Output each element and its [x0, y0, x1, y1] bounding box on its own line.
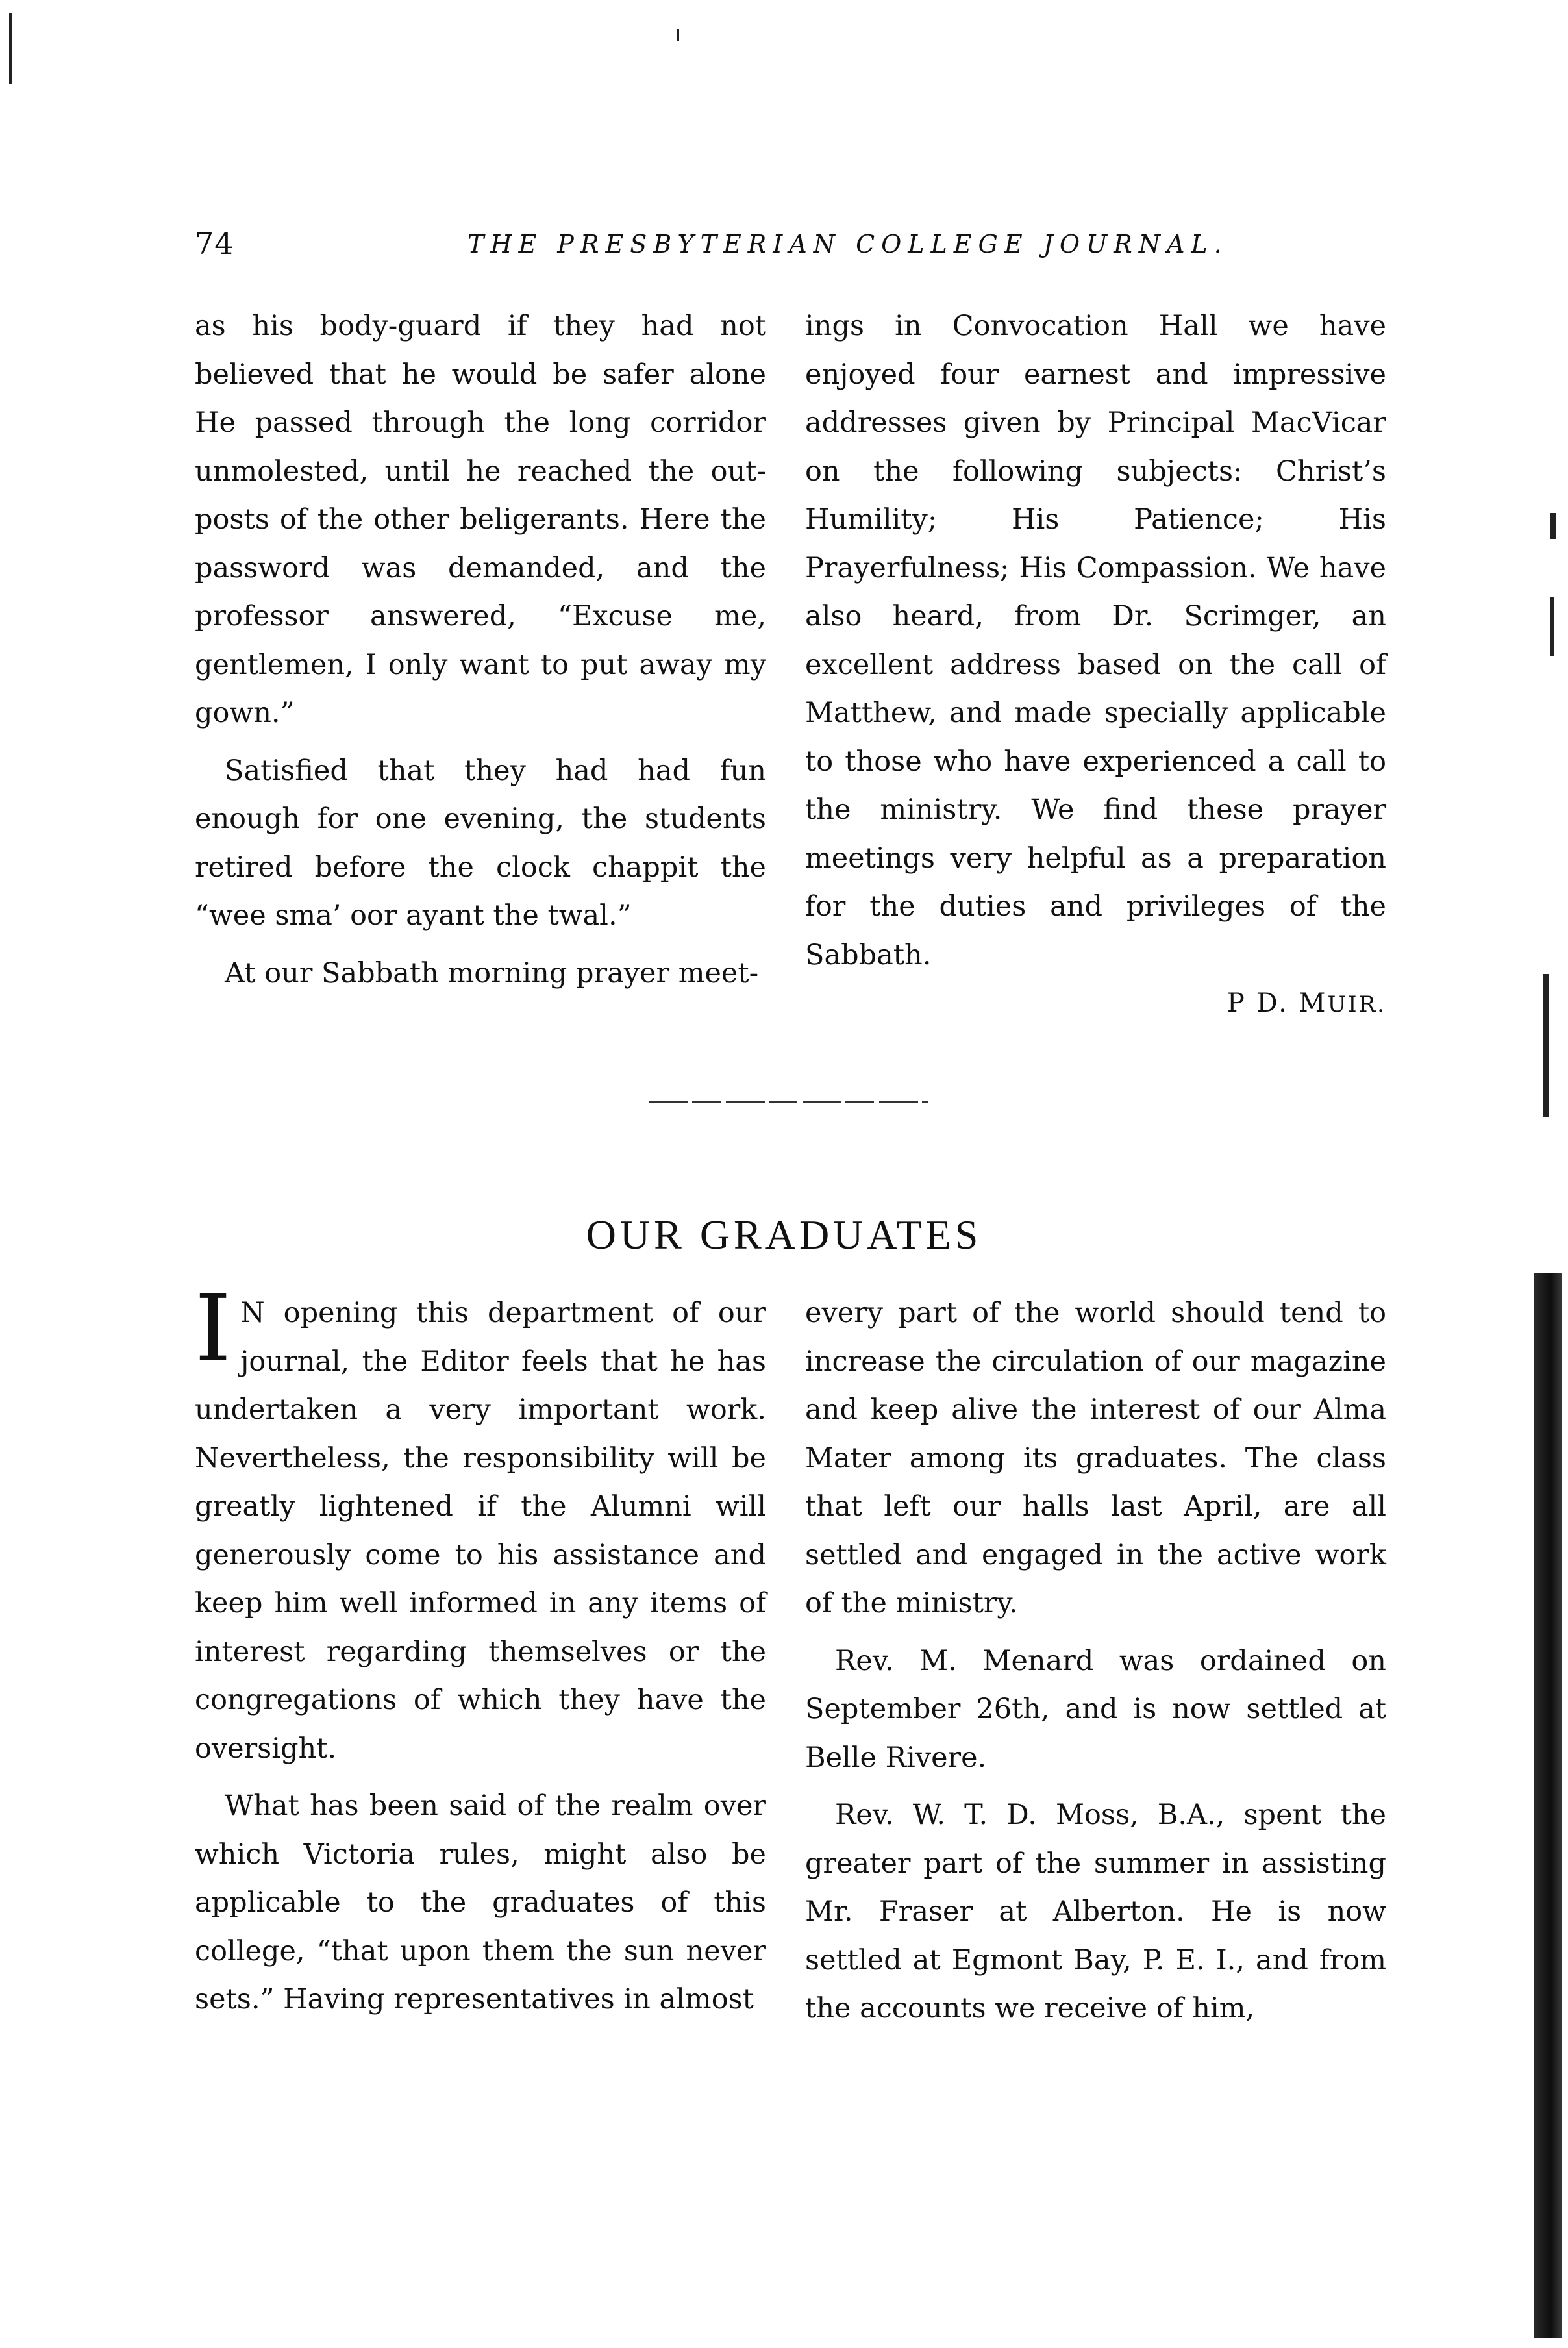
paragraph — [195, 1275, 766, 1773]
page-header — [195, 226, 1376, 271]
scan-speck — [1550, 513, 1556, 539]
paragraph: as his body-guard if they had not believed that he would be safer alone He passed through the long corridor unmolested, until he reached the out-posts of the other beligerants. Here the password was demanded, and the professor answered, “Excuse me, gentlemen, I only want to put away my gown.” — [195, 310, 766, 729]
bottom-left-column — [195, 1275, 766, 2024]
paragraph: At our Sabbath morning prayer meet- — [225, 956, 759, 990]
scan-speck — [1543, 974, 1549, 1117]
paragraph: What has been said of the realm over which Victoria rules, might also be applicable to the graduates of this college, “that upon them the sun never sets.” Having representatives in almost — [195, 1790, 766, 2016]
signature-line — [805, 979, 1386, 1027]
section-title: OUR GRADUATES — [586, 1212, 982, 1258]
paragraph-text: N opening this department of our journal, the Editor feels that he has undertaken a very important work. Nevertheless, the responsibility will be greatly lightened if the Alumni will generously come to his assistance and keep him well informed in any items of interest regarding themselves or the congregations of which they have the oversight. — [195, 1297, 766, 1765]
top-right-column — [805, 302, 1386, 1027]
paragraph: ings in Convocation Hall we have enjoyed four earnest and impressive addresses given by Principal MacVicar on the following subjects: Christ’s Humility; His Patience; His Prayerfulness; His Compassion. We have also heard, from Dr. Scrimger, an excellent address based on the call of Matthew, and made specially applicable to those who have experienced a call to the ministry. We find these prayer meetings very helpful as a preparation for the duties and privileges of the Sabbath. — [805, 310, 1386, 971]
page-number: 74 — [195, 226, 234, 261]
paragraph: Satisfied that they had had fun enough for one evening, the students retired before the clock chappit the “wee sma’ oor ayant the twal.” — [195, 754, 766, 932]
scan-speck — [1550, 597, 1554, 656]
drop-cap: I — [195, 1275, 232, 1382]
signature-rest: UIR. — [1327, 992, 1386, 1018]
scan-edge-shadow — [1534, 1273, 1562, 2338]
scan-speck — [677, 29, 679, 41]
bottom-right-column — [805, 1289, 1386, 2033]
section-divider — [649, 1101, 928, 1103]
scan-speck — [9, 13, 12, 84]
paragraph: Rev. M. Menard was ordained on September 26th, and is now settled at Belle Rivere. — [805, 1644, 1386, 1774]
top-left-column — [195, 302, 766, 997]
signature-initials: P D. M — [1226, 988, 1328, 1018]
author-signature — [1227, 979, 1386, 1029]
paragraph: Rev. W. T. D. Moss, B.A., spent the greater part of the summer in assisting Mr. Fraser at Alberton. He is now settled at Egmont Bay, P. E. I., and from the accounts we receive of him, — [805, 1799, 1386, 2025]
running-title: THE PRESBYTERIAN COLLEGE JOURNAL. — [467, 230, 1228, 258]
paragraph: every part of the world should tend to increase the circulation of our magazine and keep alive the interest of our Alma Mater among its graduates. The class that left our halls last April, are all settled and engaged in the active work of the ministry. — [805, 1297, 1386, 1619]
